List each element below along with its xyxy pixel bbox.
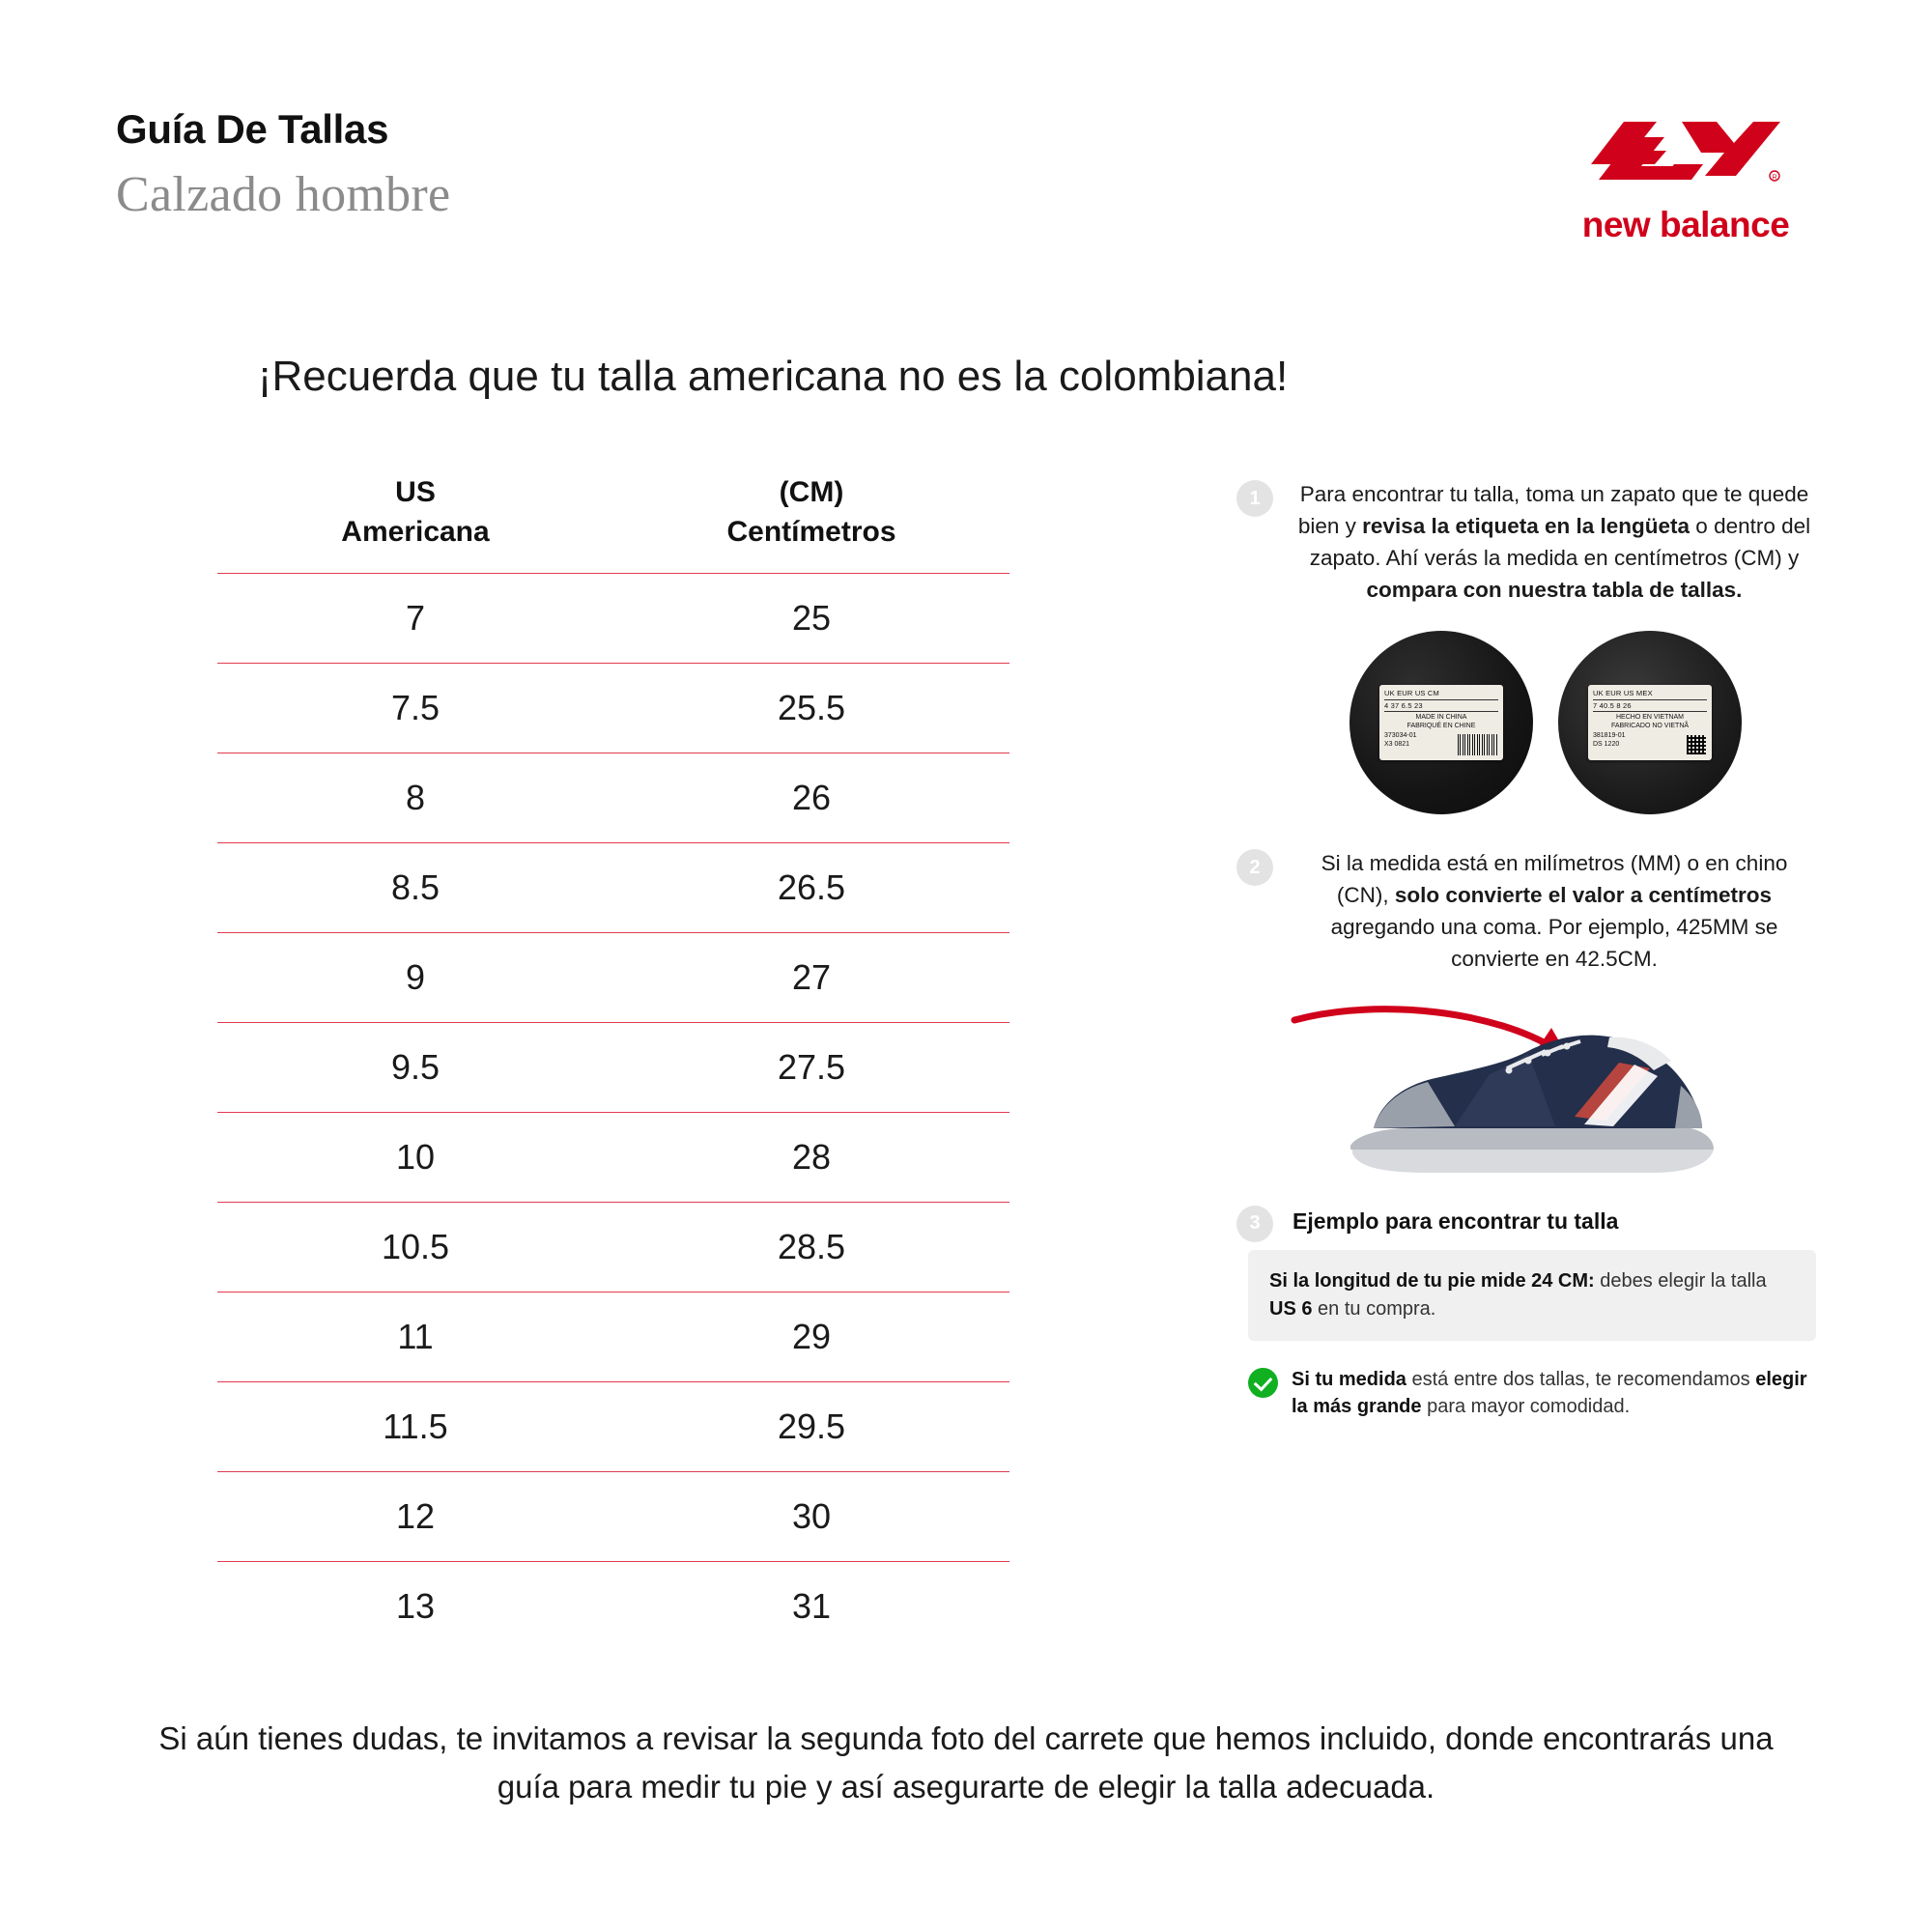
tag-code: 381819-01 [1593, 732, 1626, 740]
table-row [217, 753, 1009, 843]
tip-text [1292, 1366, 1816, 1421]
shoe-label-photo-china [1350, 631, 1533, 814]
tag-code: 373034-01 [1384, 732, 1417, 740]
table-header-row [217, 473, 1009, 574]
cell-us: 10 [217, 1113, 613, 1203]
tag-values: 4 37 6.5 23 [1384, 700, 1423, 710]
cell-cm: 27 [613, 933, 1009, 1023]
shoe-label-photos [1275, 631, 1816, 814]
cell-us: 10.5 [217, 1203, 613, 1293]
table-row [217, 664, 1009, 753]
footer-note: Si aún tienes dudas, te invitamos a revisar la segunda foto del carrete que hemos incluido, donde encontrarás una guía para medir tu pie y así asegurarte de elegir la talla adecuada. [158, 1720, 1774, 1804]
cell-cm: 29 [613, 1293, 1009, 1382]
column-header-cm-line1: (CM) [779, 476, 844, 508]
size-table [217, 473, 1009, 1651]
tag-qr-icon [1687, 735, 1706, 754]
shoe-illustration [1265, 993, 1816, 1196]
step-two-number: 2 [1236, 849, 1273, 886]
tip-text-a: está entre dos tallas, te recomendamos [1406, 1368, 1756, 1390]
step-three [1236, 1204, 1816, 1235]
step-two [1236, 847, 1816, 975]
cell-us: 7 [217, 574, 613, 664]
tag-origin-line2: FABRIQUÉ EN CHINE [1406, 723, 1476, 730]
tip-bold-b: elegir la más grande [1292, 1368, 1807, 1417]
cell-us: 12 [217, 1472, 613, 1562]
tag-origin-line2: FABRICADO NO VIETNÃ [1610, 723, 1690, 730]
new-balance-nb-icon [1555, 104, 1816, 193]
cell-us: 11 [217, 1293, 613, 1382]
headline-text: ¡Recuerda que tu talla americana no es la colombiana! [257, 353, 1289, 400]
example-bold-measure: Si la longitud de tu pie mide 24 CM: [1269, 1269, 1595, 1292]
step-three-title: Ejemplo para encontrar tu talla [1293, 1208, 1619, 1234]
step-one-text-a: Para encontrar tu talla, toma un zapato que te quede bien y [1297, 482, 1809, 539]
cell-us: 11.5 [217, 1382, 613, 1472]
tag-extra: DS 1220 [1593, 741, 1620, 749]
example-text: debes elegir la talla [1594, 1269, 1767, 1292]
check-circle-icon [1248, 1368, 1278, 1398]
tip-text-b: para mayor comodidad. [1421, 1395, 1631, 1417]
column-header-us-line2: Americana [341, 515, 490, 548]
shoe-size-tag [1588, 685, 1712, 760]
example-box [1248, 1250, 1816, 1341]
table-row [217, 1023, 1009, 1113]
cell-us: 9.5 [217, 1023, 613, 1113]
column-header-us [217, 473, 613, 574]
tag-headers: UK EUR US CM [1384, 689, 1439, 698]
step-one-bold-a: revisa la etiqueta en la lengüeta [1362, 514, 1690, 539]
example-bold-size: US 6 [1269, 1297, 1313, 1320]
step-one-number: 1 [1236, 480, 1273, 517]
step-two-text [1293, 847, 1816, 975]
tag-origin-line1: MADE IN CHINA [1415, 714, 1467, 721]
table-row [217, 1113, 1009, 1203]
tag-origin-line1: HECHO EN VIETNAM [1615, 714, 1684, 721]
step-three-number: 3 [1236, 1206, 1273, 1242]
cell-cm: 31 [613, 1562, 1009, 1652]
page-subtitle: Calzado hombre [116, 167, 451, 222]
table-row [217, 1472, 1009, 1562]
step-one-text-b: o dentro del zapato. Ahí verás la medida en centímetros (CM) y [1309, 514, 1811, 571]
example-tail: en tu compra. [1312, 1297, 1436, 1320]
step-two-bold-a: solo convierte el valor a centímetros [1394, 883, 1773, 908]
page-title: Guía De Tallas [116, 106, 389, 152]
table-row [217, 574, 1009, 664]
table-row [217, 933, 1009, 1023]
svg-text:R: R [1772, 174, 1777, 182]
cell-us: 13 [217, 1562, 613, 1652]
table-row [217, 1562, 1009, 1652]
tag-barcode-icon [1458, 734, 1498, 755]
tag-extra: X3 0821 [1384, 741, 1410, 749]
cell-cm: 28 [613, 1113, 1009, 1203]
step-one-bold-b: compara con nuestra tabla de tallas. [1366, 578, 1743, 603]
table-row [217, 1203, 1009, 1293]
shoe-label-photo-vietnam [1558, 631, 1742, 814]
step-two-text-a: Si la medida está en milímetros (MM) o en chino (CN), [1321, 851, 1788, 908]
table-row [217, 843, 1009, 933]
cell-cm: 25 [613, 574, 1009, 664]
tag-values: 7 40.5 8 26 [1593, 700, 1632, 710]
tip-row [1248, 1366, 1816, 1421]
instructions-panel [1236, 478, 1816, 1420]
step-two-text-b: agregando una coma. Por ejemplo, 425MM se convierte en 42.5CM. [1330, 915, 1778, 972]
cell-cm: 26 [613, 753, 1009, 843]
table-row [217, 1293, 1009, 1382]
tip-bold-a: Si tu medida [1292, 1368, 1406, 1390]
cell-cm: 28.5 [613, 1203, 1009, 1293]
column-header-cm [613, 473, 1009, 574]
cell-us: 8 [217, 753, 613, 843]
cell-us: 8.5 [217, 843, 613, 933]
brand-logo [1555, 104, 1816, 245]
cell-us: 9 [217, 933, 613, 1023]
size-table-container [217, 473, 1009, 1651]
cell-cm: 25.5 [613, 664, 1009, 753]
shoe-image [1265, 993, 1787, 1186]
column-header-us-line1: US [395, 476, 436, 508]
cell-cm: 29.5 [613, 1382, 1009, 1472]
column-header-cm-line2: Centímetros [726, 515, 896, 548]
cell-cm: 26.5 [613, 843, 1009, 933]
step-one-text [1293, 478, 1816, 606]
tag-headers: UK EUR US MEX [1593, 689, 1653, 698]
cell-us: 7.5 [217, 664, 613, 753]
step-one [1236, 478, 1816, 606]
table-row [217, 1382, 1009, 1472]
cell-cm: 27.5 [613, 1023, 1009, 1113]
shoe-size-tag [1379, 685, 1503, 760]
cell-cm: 30 [613, 1472, 1009, 1562]
brand-wordmark: new balance [1581, 205, 1790, 244]
